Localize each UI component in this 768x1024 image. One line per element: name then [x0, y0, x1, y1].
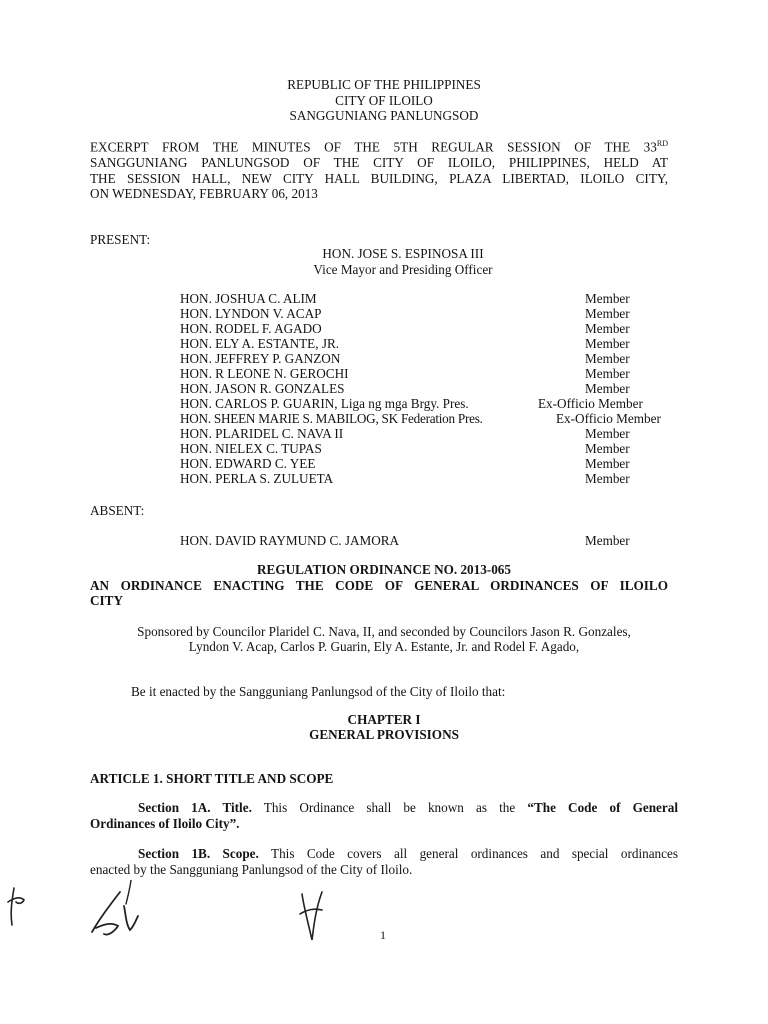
- member-name: HON. PERLA S. ZULUETA: [180, 471, 334, 486]
- absent-member-name: HON. DAVID RAYMUND C. JAMORA: [180, 533, 400, 548]
- header-city: CITY OF ILOILO: [335, 93, 433, 108]
- present-label: PRESENT:: [90, 232, 151, 247]
- absent-member-role: Member: [585, 533, 630, 548]
- excerpt-line-4: ON WEDNESDAY, FEBRUARY 06, 2013: [90, 186, 318, 201]
- excerpt-line-1: EXCERPT FROM THE MINUTES OF THE 5TH REGULAR SESSION OF THE 33RD: [90, 139, 668, 155]
- member-name: HON. JOSHUA C. ALIM: [180, 291, 317, 306]
- member-role: Member: [585, 351, 630, 366]
- presiding-officer-name: HON. JOSE S. ESPINOSA III: [322, 246, 484, 261]
- page-number: 1: [380, 928, 386, 942]
- ordinance-title-line-1: AN ORDINANCE ENACTING THE CODE OF GENERAL ORDINANCES OF ILOILO: [90, 578, 668, 593]
- section-1a-line-1: Section 1A. Title. This Ordinance shall be known as the “The Code of General: [138, 800, 678, 815]
- member-name: HON. RODEL F. AGADO: [180, 321, 322, 336]
- member-role: Ex-Officio Member: [538, 396, 643, 411]
- header-republic: REPUBLIC OF THE PHILIPPINES: [287, 77, 481, 92]
- ordinance-number: REGULATION ORDINANCE NO. 2013-065: [257, 562, 511, 577]
- member-name: HON. R LEONE N. GEROCHI: [180, 366, 349, 381]
- member-role: Member: [585, 381, 630, 396]
- member-role: Member: [585, 336, 630, 351]
- member-role: Member: [585, 306, 630, 321]
- member-role: Member: [585, 291, 630, 306]
- header-sanggunian: SANGGUNIANG PANLUNGSOD: [289, 108, 479, 123]
- member-name: HON. CARLOS P. GUARIN, Liga ng mga Brgy. Pres.: [180, 396, 469, 411]
- member-name: HON. LYNDON V. ACAP: [180, 306, 322, 321]
- member-name: HON. JASON R. GONZALES: [180, 381, 345, 396]
- member-role: Member: [585, 426, 630, 441]
- ordinance-title-line-2: CITY: [90, 593, 123, 608]
- member-name: HON. JEFFREY P. GANZON: [180, 351, 341, 366]
- excerpt-superscript: RD: [656, 139, 668, 148]
- chapter-title: GENERAL PROVISIONS: [309, 727, 459, 742]
- handwritten-initials: [0, 880, 768, 970]
- section-1a-label: Section 1A. Title.: [138, 800, 252, 815]
- excerpt-line-3: THE SESSION HALL, NEW CITY HALL BUILDING, PLAZA LIBERTAD, ILOILO CITY,: [90, 171, 668, 186]
- chapter-number: CHAPTER I: [347, 712, 421, 727]
- enacting-clause: Be it enacted by the Sangguniang Panlungsod of the City of Iloilo that:: [131, 684, 506, 699]
- member-name: HON. PLARIDEL C. NAVA II: [180, 426, 344, 441]
- section-1a-line-2: Ordinances of Iloilo City”.: [90, 816, 240, 831]
- member-name: HON. NIELEX C. TUPAS: [180, 441, 322, 456]
- member-role: Member: [585, 456, 630, 471]
- member-role: Ex-Officio Member: [556, 411, 661, 426]
- member-name: HON. EDWARD C. YEE: [180, 456, 316, 471]
- member-role: Member: [585, 366, 630, 381]
- member-role: Member: [585, 471, 630, 486]
- section-1b-line-2: enacted by the Sangguniang Panlungsod of the City of Iloilo.: [90, 862, 413, 877]
- section-1b-label: Section 1B. Scope.: [138, 846, 259, 861]
- absent-label: ABSENT:: [90, 503, 145, 518]
- member-name: HON. ELY A. ESTANTE, JR.: [180, 336, 340, 351]
- sponsor-line-2: Lyndon V. Acap, Carlos P. Guarin, Ely A. Estante, Jr. and Rodel F. Agado,: [188, 639, 580, 654]
- presiding-officer-title: Vice Mayor and Presiding Officer: [313, 262, 493, 277]
- excerpt-line-2: SANGGUNIANG PANLUNGSOD OF THE CITY OF ILOILO, PHILIPPINES, HELD AT: [90, 155, 668, 170]
- code-title-quote: “The Code of General: [527, 800, 678, 815]
- member-role: Member: [585, 321, 630, 336]
- member-name: HON. SHEEN MARIE S. MABILOG, SK Federation Pres.: [180, 411, 483, 426]
- sponsor-line-1: Sponsored by Councilor Plaridel C. Nava, II, and seconded by Councilors Jason R. Gonzales,: [137, 624, 631, 639]
- member-role: Member: [585, 441, 630, 456]
- section-1b-line-1: Section 1B. Scope. This Code covers all general ordinances and special ordinances: [138, 846, 678, 861]
- article-heading: ARTICLE 1. SHORT TITLE AND SCOPE: [90, 771, 334, 786]
